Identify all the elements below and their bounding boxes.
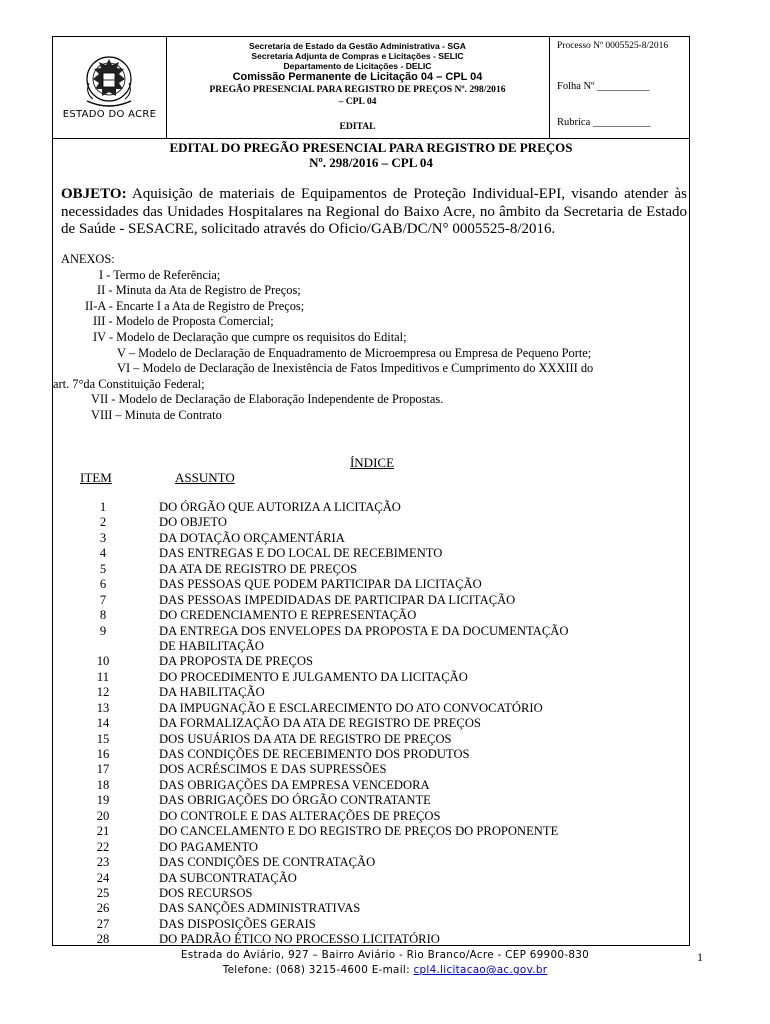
index-item-subject: DA HABILITAÇÃO [159, 685, 265, 700]
index-row [53, 886, 689, 901]
index-row [53, 793, 689, 808]
index-item-number: 5 [99, 561, 107, 576]
anexo-item: IV - Modelo de Declaração que cumpre os requisitos do Edital; [93, 329, 407, 344]
title-line-2: Nº. 298/2016 – CPL 04 [309, 154, 433, 170]
index-item-number: 12 [96, 685, 110, 700]
footer-phone: Telefone: (068) 3215-4600 E-mail: [222, 964, 414, 976]
header-line-6: – CPL 04 [338, 95, 377, 107]
index-item-number: 6 [99, 577, 107, 592]
document-title [53, 141, 689, 170]
index-row [53, 917, 689, 932]
header-line-4: Comissão Permanente de Licitação 04 – CPL 04 [232, 71, 483, 83]
index-item-number: 23 [96, 855, 110, 870]
index-item-subject: DO ÓRGÃO QUE AUTORIZA A LICITAÇÃO [159, 500, 401, 514]
index-item-subject: DA PROPOSTA DE PREÇOS [159, 654, 314, 669]
objeto-paragraph [61, 186, 687, 239]
anexo-item: art. 7°da Constituição Federal; [53, 376, 205, 391]
index-row [53, 531, 689, 546]
index-row [53, 701, 689, 716]
index-row [53, 824, 689, 839]
index-row [53, 871, 689, 886]
index-row [53, 762, 689, 777]
index-item-number: 4 [99, 546, 107, 561]
index-item-number: 27 [96, 916, 110, 931]
index-item-number: 18 [96, 777, 110, 792]
index-item-subject: DO CONTROLE E DAS ALTERAÇÕES DE PREÇOS [159, 808, 441, 823]
anexo-item: II - Minuta da Ata de Registro de Preços; [97, 283, 301, 298]
indice-title: ÍNDICE [349, 455, 395, 470]
index-item-number: 25 [96, 885, 110, 900]
index-row [53, 855, 689, 870]
index-item-subject: DOS RECURSOS [159, 885, 253, 900]
index-row [53, 778, 689, 793]
index-item-subject: DAS ENTREGAS E DO LOCAL DE RECEBIMENTO [159, 546, 443, 561]
index-item-number: 13 [96, 700, 110, 715]
index-row [53, 500, 689, 515]
index-row [53, 932, 689, 947]
index-item-subject-continued: DE HABILITAÇÃO [159, 638, 264, 653]
index-item-subject: DO CANCELAMENTO E DO REGISTRO DE PREÇOS DO PROPONENTE [159, 824, 559, 839]
page-number: 1 [697, 950, 703, 964]
logo-cell [53, 37, 167, 138]
index-item-subject: DO PROCEDIMENTO E JULGAMENTO DA LICITAÇÃO [159, 669, 468, 684]
index-item-number: 10 [96, 654, 110, 669]
folha-field: Folha Nº __________ [557, 81, 650, 92]
index-item-subject: DO CREDENCIAMENTO E REPRESENTAÇÃO [159, 608, 417, 623]
index-item-number: 24 [96, 870, 110, 885]
header-center [166, 37, 550, 138]
column-header-item: ITEM [80, 470, 112, 485]
index-item-number: 21 [96, 824, 110, 839]
header-edital: EDITAL [339, 121, 376, 132]
header-line-3: Departamento de Licitações - DELIC [283, 61, 432, 71]
index-item-subject: DAS OBRIGAÇÕES DA EMPRESA VENCEDORA [159, 777, 430, 792]
index-item-subject: DAS CONDIÇÕES DE CONTRATAÇÃO [159, 855, 376, 870]
footer-address: Estrada do Aviário, 927 – Bairro Aviário - Rio Branco/Acre - CEP 69900-830 [180, 949, 590, 961]
letterhead [53, 37, 689, 139]
index-item-number: 8 [99, 608, 107, 623]
index-row [53, 608, 689, 623]
index-row [53, 670, 689, 685]
index-item-number: 2 [99, 515, 107, 530]
index-item-number: 15 [96, 731, 110, 746]
index-item-subject: DA ATA DE REGISTRO DE PREÇOS [159, 561, 358, 576]
index-item-subject: DA ENTREGA DOS ENVELOPES DA PROPOSTA E DA DOCUMENTAÇÃO [159, 623, 569, 638]
index-item-number: 16 [96, 747, 110, 762]
index-row [53, 562, 689, 577]
column-header-assunto: ASSUNTO [175, 470, 235, 485]
index-item-subject: DAS PESSOAS IMPEDIDADAS DE PARTICIPAR DA LICITAÇÃO [159, 592, 516, 607]
title-line-1: EDITAL DO PREGÃO PRESENCIAL PARA REGISTRO DE PREÇOS [169, 140, 573, 155]
index-item-number: 20 [96, 808, 110, 823]
index-item-number: 9 [99, 623, 107, 638]
index-item-subject: DOS ACRÉSCIMOS E DAS SUPRESSÕES [159, 762, 387, 777]
index-item-subject: DO PAGAMENTO [159, 839, 259, 854]
header-line-2: Secretaria Adjunta de Compras e Licitações - SELIC [251, 51, 464, 61]
index-item-subject: DA IMPUGNAÇÃO E ESCLARECIMENTO DO ATO CONVOCATÓRIO [159, 700, 543, 715]
anexo-item: II-A - Encarte I a Ata de Registro de Preços; [85, 298, 305, 313]
index-row [53, 654, 689, 669]
index-item-subject: DO OBJETO [159, 515, 227, 530]
index-item-number: 17 [96, 762, 110, 777]
index-item-subject: DAS DISPOSIÇÕES GERAIS [159, 916, 316, 931]
index-item-subject: DA FORMALIZAÇÃO DA ATA DE REGISTRO DE PREÇOS [159, 716, 481, 731]
index-item-number: 11 [96, 669, 110, 684]
anexo-item: I - Termo de Referência; [99, 267, 221, 282]
index-row [53, 732, 689, 747]
index-row [53, 685, 689, 700]
index-item-subject: DA SUBCONTRATAÇÃO [159, 870, 297, 885]
footer-email-link[interactable]: cpl4.licitacao@ac.gov.br [413, 964, 548, 976]
index-row [53, 624, 689, 655]
index-row [53, 546, 689, 561]
index-item-number: 19 [96, 793, 110, 808]
anexo-item: VI – Modelo de Declaração de Inexistência de Fatos Impeditivos e Cumprimento do XXXIII do [117, 361, 594, 376]
index-item-subject: DO PADRÃO ÉTICO NO PROCESSO LICITATÓRIO [159, 932, 440, 947]
index-row [53, 593, 689, 608]
index-item-number: 7 [99, 592, 107, 607]
header-line-5: PREGÃO PRESENCIAL PARA REGISTRO DE PREÇOS Nº. 298/2016 [209, 84, 506, 95]
anexo-item: III - Modelo de Proposta Comercial; [93, 314, 274, 329]
anexos-section [53, 252, 687, 424]
index-row [53, 901, 689, 916]
index-item-number: 3 [99, 530, 107, 545]
index-item-subject: DAS PESSOAS QUE PODEM PARTICIPAR DA LICITAÇÃO [159, 577, 482, 592]
document-frame [52, 36, 690, 946]
index-row [53, 747, 689, 762]
index-item-subject: DA DOTAÇÃO ORÇAMENTÁRIA [159, 530, 345, 545]
coat-of-arms-icon [79, 53, 139, 111]
index-list [53, 500, 689, 948]
index-item-subject: DOS USUÁRIOS DA ATA DE REGISTRO DE PREÇOS [159, 731, 452, 746]
state-label: ESTADO DO ACRE [62, 109, 157, 120]
footer [0, 948, 770, 978]
index-row [53, 515, 689, 530]
anexo-item: VII - Modelo de Declaração de Elaboração Independente de Propostas. [91, 392, 444, 407]
processo-number: Processo Nº 0005525-8/2016 [557, 41, 669, 51]
index-item-subject: DAS SANÇÕES ADMINISTRATIVAS [159, 901, 361, 916]
anexo-item: VIII – Minuta de Contrato [91, 407, 222, 422]
index-item-subject: DAS CONDIÇÕES DE RECEBIMENTO DOS PRODUTOS [159, 747, 470, 762]
index-row [53, 716, 689, 731]
objeto-text: Aquisição de materiais de Equipamentos de Proteção Individual-EPI, visando atender às necessidades das Unidades Hospitalares na Regional do Baixo Acre, no âmbito da Secretaria de Estado de Saúde - SESACRE, solicitado através do Oficio/GAB/DC/N° 0005525-8/2016. [61, 186, 687, 237]
index-item-number: 14 [96, 716, 110, 731]
index-item-subject: DAS OBRIGAÇÕES DO ÓRGÃO CONTRATANTE [159, 793, 431, 808]
index-item-number: 1 [99, 500, 107, 514]
header-right [549, 37, 689, 138]
header-line-1: Secretaria de Estado da Gestão Administrativa - SGA [249, 41, 466, 51]
anexo-item: V – Modelo de Declaração de Enquadramento de Microempresa ou Empresa de Pequeno Porte; [117, 345, 592, 360]
anexos-label: ANEXOS: [61, 252, 115, 266]
footer-contact [0, 963, 770, 978]
rubrica-field: Rubrica ___________ [557, 117, 651, 128]
index-item-number: 28 [96, 932, 110, 947]
index-row [53, 577, 689, 592]
index-item-number: 22 [96, 839, 110, 854]
index-row [53, 809, 689, 824]
objeto-label: OBJETO: [61, 186, 127, 202]
index-item-number: 26 [96, 901, 110, 916]
index-row [53, 840, 689, 855]
